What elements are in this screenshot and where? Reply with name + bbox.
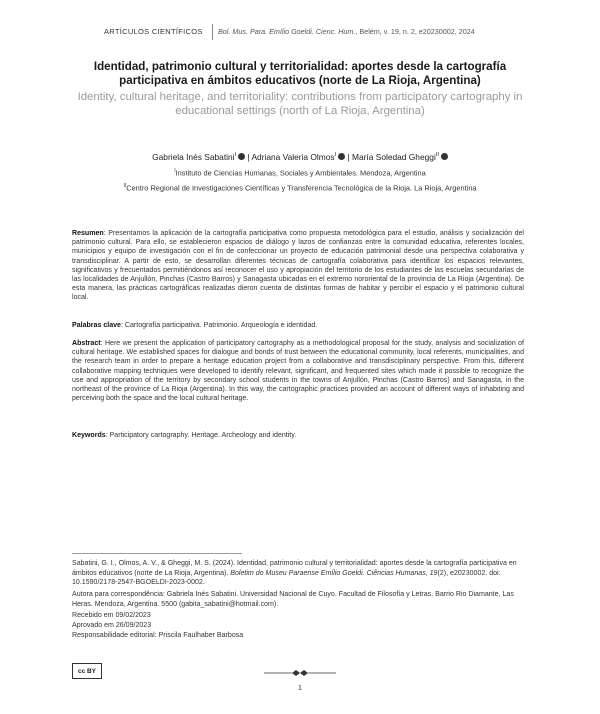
citation-text: Sabatini, G. I., Olmos, A. V., & Gheggi, M. S. (2024). Identidad, patrimonio cultural y territorialidad: aportes desde la cartografía participativa en ámbitos educativos (norte de La Rioja, Argentina). [72, 560, 517, 577]
author-affiliation-mark: II [435, 152, 439, 159]
cc-license-badge[interactable] [72, 663, 102, 679]
resumen-label: Resumen [72, 230, 104, 237]
section-label: ARTÍCULOS CIENTÍFICOS [104, 27, 203, 36]
orcid-icon[interactable] [238, 153, 245, 160]
footnote-rule [72, 553, 242, 554]
ornament-icon [262, 668, 338, 678]
affiliation [0, 183, 600, 192]
orcid-icon[interactable] [338, 153, 345, 160]
abstract-text: Here we present the application of participatory cartography as a methodological proposal for the study, analysis and socialization of cultural heritage. We established spaces for dialogue and bonds of trust between the educational community, local referents, municipalities, and the research team in order to prepare a heritage education project from a collaborative and transdisciplinary perspective. From this, different collaborative mapping techniques were developed to identify relevant, significant, and frequented sites which made it possible to recognize the use and appropriation of the territory by secondary school students in the towns of Anjullón, Pinchas (Castro Barros) and Sanagasta, in the northeast of the province of La Rioja (Argentina). In this way, the cartographic practices provided an account of different ways of inhabiting and perceiving both the space and the local cultural heritage. [72, 340, 525, 403]
journal-name: Bol. Mus. Para. Emílio Goeldi. Cienc. Hum. [218, 27, 356, 36]
title-english: Identity, cultural heritage, and territoriality: contributions from participatory cartography in educational settings (north of La Rioja, Argentina) [77, 91, 523, 117]
resumen-text: Presentamos la aplicación de la cartografía participativa como propuesta metodológica para el estudio, análisis y socialización del patrimonio cultural. Para ello, se establecieron espacios de diálogo y lazos de confianzas entre la comunidad educativa, referentes locales, municipios y equipo de investigación con el fin de confeccionar un proyecto de educación patrimonial desde una perspectiva colaborativa y transdisciplinar. A partir de esto, se desarrollan diferentes técnicas de cartografía colaborativa para identificar los espacios relevantes, significativos y frecuentados permitiéndonos así reconocer el uso y apropiación del territorio de los estudiantes de las escuelas secundarias de las localidades de Anjullón, Pinchas (Castro Barros) y Sanagasta ubicadas en el extremo nororiental de la provincia de La Rioja (Argentina). De esta manera, las prácticas cartográficas realizadas dieron cuenta de distintas formas de habitar y percibir el espacio y el patrimonio cultural local. [72, 230, 524, 302]
resumen-block: Resumen: Presentamos la aplicación de la cartografía participativa como propuesta metodológica para el estudio, análisis y socialización del patrimonio cultural. Para ello, se establecieron espacios de diálogo y lazos de confianzas entre la comunidad educativa, referentes locales, municipios y equipo de investigación con el fin de confeccionar un proyecto de educación patrimonial desde una perspectiva colaborativa y transdisciplinar. A partir de esto, se desarrollan diferentes técnicas de cartografía colaborativa para identificar los espacios relevantes, significativos y frecuentados permitiéndonos así reconocer el uso y apropiación del territorio de los estudiantes de las escuelas secundarias de las localidades de Anjullón, Pinchas (Castro Barros) y Sanagasta ubicadas en el extremo nororiental de la provincia de La Rioja (Argentina). De esta manera, las prácticas cartográficas realizadas dieron cuenta de distintas formas de habitar y percibir el espacio y el patrimonio cultural local. [72, 230, 524, 302]
journal-details: , Belém, v. 19, n. 2, e20230002, 2024 [355, 27, 475, 36]
cc-license-text: cc BY [77, 667, 97, 675]
citation-journal: Boletim do Museu Paraense Emílio Goeldi. Ciências Humanas [230, 569, 426, 577]
author-name: María Soledad Gheggi [352, 152, 436, 162]
author-name: Adriana Valeria Olmos [251, 152, 335, 162]
affiliation-text: Centro Regional de Investigaciones Científicas y Transferencia Tecnológica de la Rioja. La Rioja, Argentina [126, 183, 477, 193]
abstract-label: Abstract [72, 340, 101, 347]
journal-reference [218, 27, 475, 36]
keywords-text: Participatory cartography. Heritage. Archeology and identity. [109, 432, 297, 439]
keywords-label: Keywords [72, 432, 106, 439]
abstract-block: Abstract: Here we present the application of participatory cartography as a methodological proposal for the study, analysis and socialization of cultural heritage. We established spaces for dialogue and bonds of trust between the educational community, local referents, municipalities, and the research team in order to prepare a heritage education project from a collaborative and transdisciplinary perspective. From this, different collaborative mapping techniques were developed to identify relevant, significant, and frequented sites which made it possible to recognize the use and appropriation of the territory by secondary school students in the towns of Anjullón, Pinchas (Castro Barros) and Sanagasta, in the northeast of the province of La Rioja (Argentina). In this way, the cartographic practices provided an account of different ways of inhabiting and perceiving both the space and the local cultural heritage. [72, 340, 525, 403]
keywords-block: Keywords: Participatory cartography. Heritage. Archeology and identity. [72, 432, 297, 439]
affiliation-mark: II [123, 183, 127, 189]
correspondence: Autora para correspondência: Gabriela Inés Sabatini. Universidad Nacional de Cuyo. Facultad de Filosofía y Letras. Barrio Rio Diamante, Las Heras. Mendoza, Argentina. 5500 (gabita_sabatini@hotmail.com). [72, 591, 514, 608]
editor-note: Responsabilidade editorial: Priscila Faulhaber Barbosa [72, 632, 244, 639]
palabras-clave-block: Palabras clave: Cartografía participativa. Patrimonio. Arqueología e identidad. [72, 322, 318, 329]
orcid-icon[interactable] [441, 153, 448, 160]
page-number: 1 [297, 683, 303, 692]
author-separator: | [347, 152, 350, 162]
citation [72, 559, 532, 588]
affiliation-text: Instituto de Ciencias Humanas, Sociales y Ambientales. Mendoza, Argentina [175, 168, 426, 178]
citation-separator: , [425, 569, 430, 577]
citation-volume: 19 [429, 569, 438, 577]
citation-doi[interactable]: (2), e20230002. doi: 10.1590/2178-2547-BGOELDI-2023-0002. [72, 569, 501, 587]
palabras-clave-text: Cartografía participativa. Patrimonio. Arqueología e identidad. [124, 322, 318, 329]
affiliation [0, 168, 600, 177]
header-divider [212, 24, 213, 40]
affiliation-mark: I [174, 168, 176, 174]
title-spanish: Identidad, patrimonio cultural y territorialidad: aportes desde la cartografía participativa en ámbitos educativos (norte de La Rioja, Argentina) [93, 60, 507, 87]
author-affiliation-mark: I [234, 152, 237, 159]
author-affiliation-mark: I [334, 152, 337, 159]
author-name: Gabriela Inés Sabatini [152, 152, 235, 162]
palabras-clave-label: Palabras clave [72, 322, 121, 329]
approved-date: Aprovado em 26/09/2023 [72, 622, 152, 629]
author-list [0, 152, 600, 162]
received-date: Recebido em 09/02/2023 [72, 612, 151, 619]
author-separator: | [247, 152, 250, 162]
